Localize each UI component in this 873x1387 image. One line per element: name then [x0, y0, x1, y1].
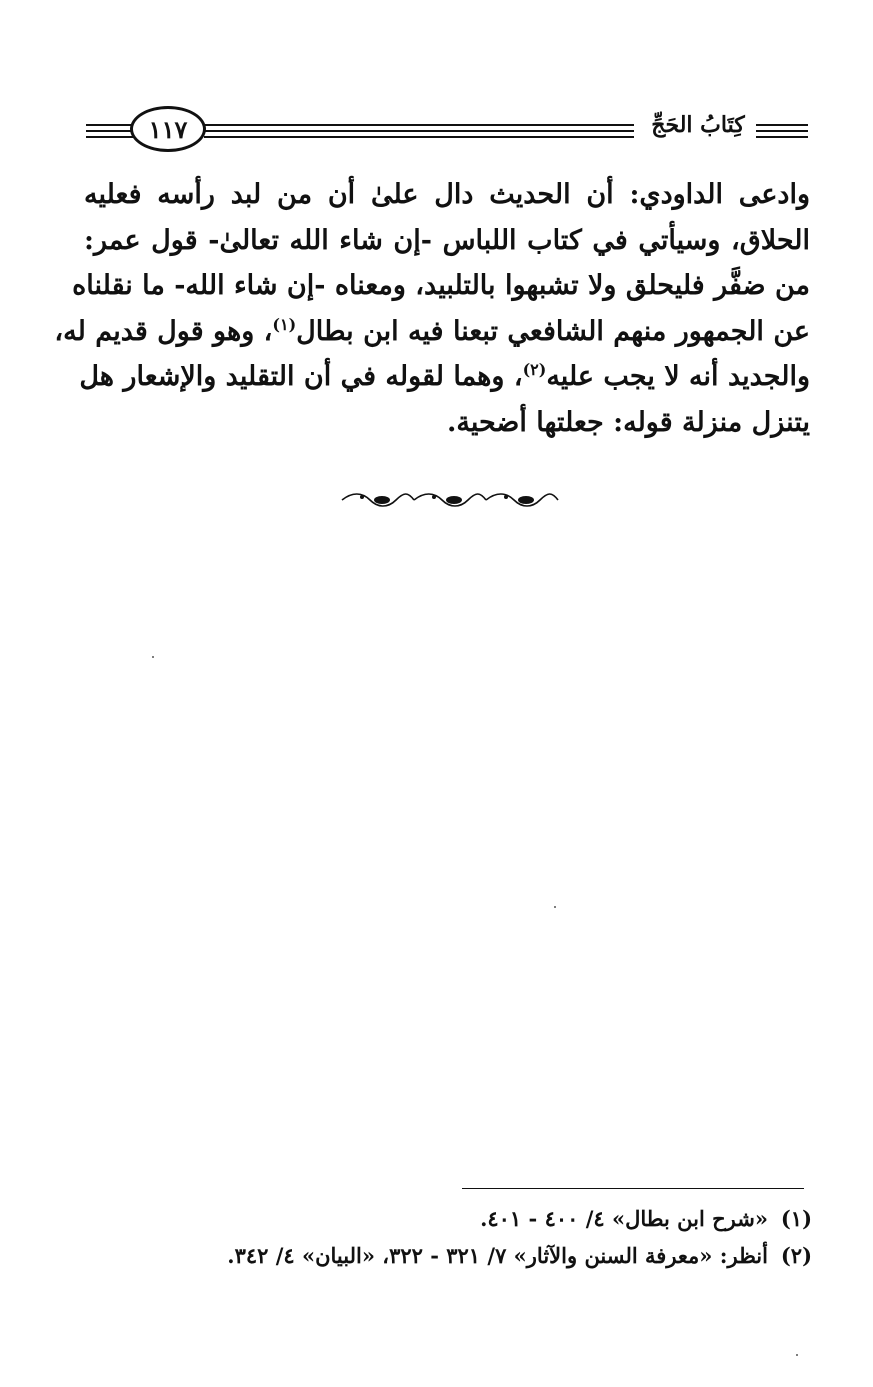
scan-speck — [796, 1354, 798, 1356]
header-rule — [86, 130, 136, 132]
body-line-with-footnote — [54, 309, 810, 355]
header-rule — [204, 130, 634, 132]
footnote-separator — [462, 1188, 804, 1189]
header-rule — [204, 124, 634, 126]
header-rule — [86, 124, 136, 126]
footnote-item — [150, 1200, 812, 1237]
footnote-item — [150, 1237, 812, 1274]
section-divider-ornament — [340, 488, 560, 512]
body-text-segment: عن الجمهور منهم الشافعي تبعنا فيه ابن بطال — [296, 315, 810, 347]
body-line-with-footnote — [79, 354, 810, 400]
footnote-reference[interactable]: (٢) — [522, 360, 547, 379]
body-text-segment: والجديد أنه لا يجب عليه — [546, 361, 810, 392]
footnote-number: (٢) — [780, 1243, 812, 1268]
body-text-segment: ، وهما لقوله في أن التقليد والإشعار هل — [79, 361, 523, 392]
page-header — [86, 100, 816, 160]
footnote-reference[interactable]: (١) — [272, 314, 297, 334]
footnote-number: (١) — [780, 1206, 812, 1231]
body-text-segment: ، وهو قول قديم له، — [54, 315, 273, 347]
body-line: الحلاق، وسيأتي في كتاب اللباس -إن شاء الله تعالىٰ- قول عمر: — [84, 224, 810, 256]
page-number: ١١٧ — [130, 106, 206, 152]
header-rule — [86, 136, 136, 138]
scan-speck — [152, 656, 154, 658]
scan-speck — [554, 906, 556, 908]
main-paragraph — [54, 172, 810, 445]
chapter-title: كِتَابُ الحَجِّ — [642, 112, 754, 138]
body-line: وادعى الداودي: أن الحديث دال علىٰ أن من لبد رأسه فعليه — [84, 179, 810, 210]
body-line: من ضفَّر فليحلق ولا تشبهوا بالتلبيد، ومعناه -إن شاء الله- ما نقلناه — [72, 270, 810, 301]
header-rule — [204, 136, 634, 138]
footnotes-section — [150, 1200, 812, 1274]
body-line: يتنزل منزلة قوله: جعلتها أضحية. — [446, 406, 810, 438]
header-rule — [756, 136, 808, 138]
header-rule — [756, 124, 808, 126]
footnote-text: «شرح ابن بطال» ٤/ ٤٠٠ - ٤٠١. — [480, 1206, 768, 1231]
header-rule — [756, 130, 808, 132]
footnote-text: أنظر: «معرفة السنن والآثار» ٧/ ٣٢١ - ٣٢٢، «البيان» ٤/ ٣٤٢. — [227, 1243, 768, 1268]
